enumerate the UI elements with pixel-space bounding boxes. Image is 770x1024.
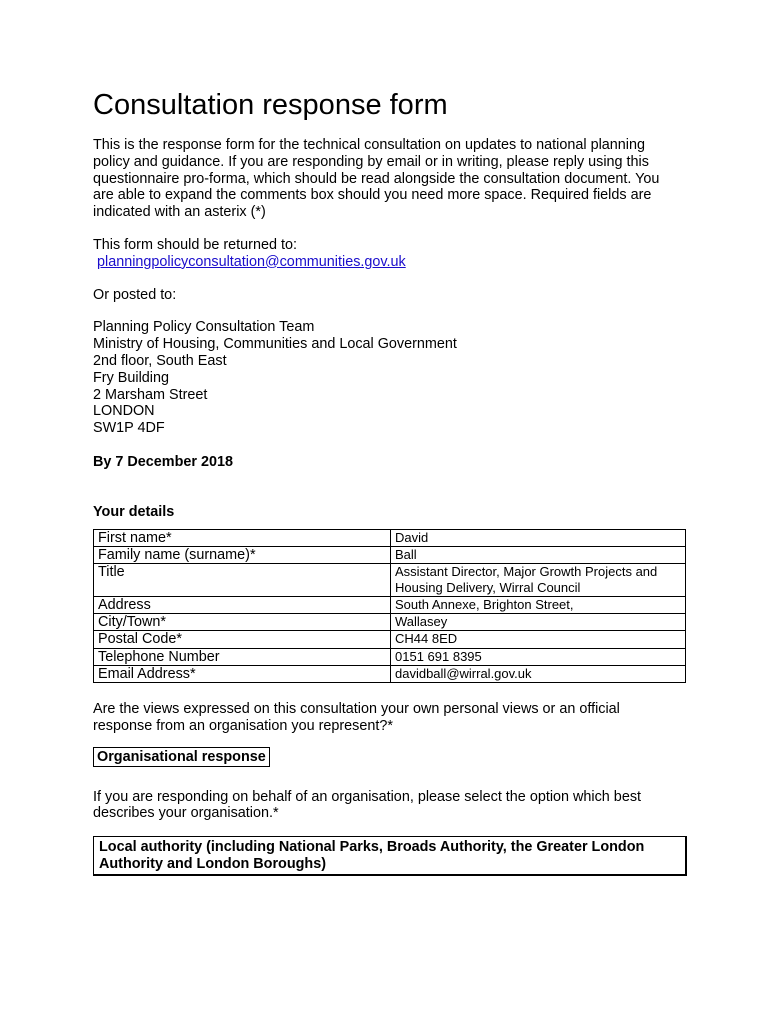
table-row bbox=[94, 631, 686, 648]
field-value[interactable]: davidball@wirral.gov.uk bbox=[391, 665, 686, 682]
email-link[interactable]: planningpolicyconsultation@communities.gov.uk bbox=[97, 253, 406, 270]
views-question: Are the views expressed on this consultation your own personal views or an official response from an organisation you represent?* bbox=[93, 700, 620, 734]
address-line: Planning Policy Consultation Team bbox=[93, 319, 315, 336]
table-row bbox=[94, 563, 686, 596]
table-row bbox=[94, 614, 686, 631]
field-value[interactable]: 0151 691 8395 bbox=[391, 648, 686, 665]
field-label: Family name (surname)* bbox=[94, 546, 391, 563]
table-row bbox=[94, 596, 686, 613]
field-label: Telephone Number bbox=[94, 648, 391, 665]
address-line: 2nd floor, South East bbox=[93, 352, 227, 369]
field-value[interactable]: South Annexe, Brighton Street, bbox=[391, 596, 686, 613]
returned-label: This form should be returned to: bbox=[93, 236, 297, 253]
details-table bbox=[93, 529, 686, 683]
field-label: Postal Code* bbox=[94, 631, 391, 648]
address-line: LONDON bbox=[93, 403, 155, 420]
organisation-answer-box[interactable]: Local authority (including National Parks, Broads Authority, the Greater London Authority and London Boroughs) bbox=[93, 836, 687, 876]
intro-paragraph: This is the response form for the technical consultation on updates to national planning policy and guidance. If you are responding by email or in writing, please reply using this questionnaire pro-forma, which should be read alongside the consultation document. You are able to expand the comments box should you need more space. Required fields are indicated with an asterix (*) bbox=[93, 137, 660, 221]
table-row bbox=[94, 665, 686, 682]
details-heading: Your details bbox=[93, 503, 175, 520]
field-value[interactable]: Assistant Director, Major Growth Projects and Housing Delivery, Wirral Council bbox=[391, 563, 686, 596]
page-title: Consultation response form bbox=[93, 89, 448, 121]
field-value[interactable]: Wallasey bbox=[391, 614, 686, 631]
email-link-line bbox=[93, 254, 693, 271]
table-row bbox=[94, 648, 686, 665]
field-label: Email Address* bbox=[94, 665, 391, 682]
field-label: First name* bbox=[94, 529, 391, 546]
address-line: Fry Building bbox=[93, 369, 169, 386]
field-value[interactable]: CH44 8ED bbox=[391, 631, 686, 648]
posted-label: Or posted to: bbox=[93, 286, 177, 303]
address-line: SW1P 4DF bbox=[93, 420, 165, 437]
address-line: 2 Marsham Street bbox=[93, 386, 208, 403]
postal-address bbox=[93, 319, 693, 437]
views-answer-box[interactable]: Organisational response bbox=[93, 747, 270, 767]
field-value[interactable]: David bbox=[391, 529, 686, 546]
address-line: Ministry of Housing, Communities and Local Government bbox=[93, 336, 457, 353]
table-row bbox=[94, 546, 686, 563]
organisation-question: If you are responding on behalf of an organisation, please select the option which best describes your organisation.* bbox=[93, 788, 642, 822]
deadline: By 7 December 2018 bbox=[93, 453, 233, 470]
form-page bbox=[93, 86, 693, 876]
table-row bbox=[94, 529, 686, 546]
field-label: City/Town* bbox=[94, 614, 391, 631]
field-value[interactable]: Ball bbox=[391, 546, 686, 563]
field-label: Address bbox=[94, 596, 391, 613]
field-label: Title bbox=[94, 563, 391, 596]
